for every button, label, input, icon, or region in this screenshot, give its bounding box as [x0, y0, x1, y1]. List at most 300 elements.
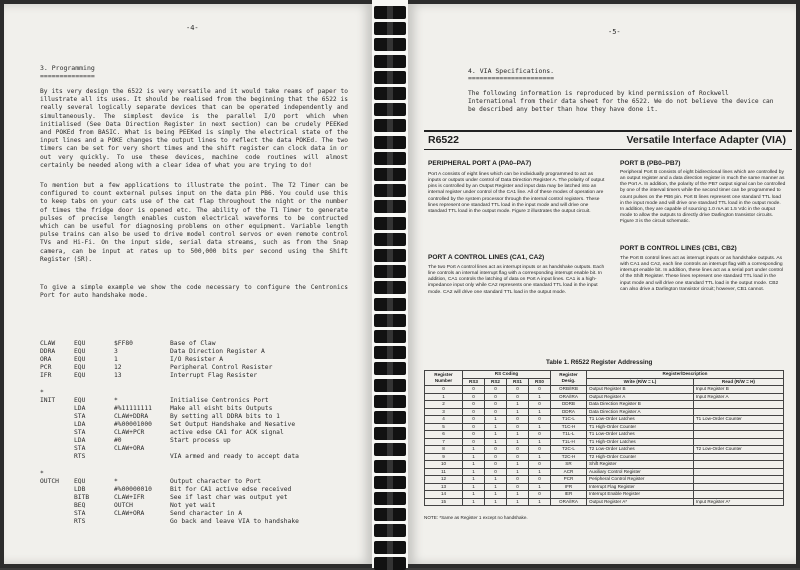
code-label — [40, 413, 74, 421]
table-cell: 0 — [507, 423, 529, 431]
code-line — [40, 380, 360, 388]
code-label: PCR — [40, 364, 52, 372]
table-cell: Interrupt Flag Register — [587, 483, 694, 491]
code-op — [74, 389, 114, 397]
table-cell: PCR — [551, 476, 587, 484]
header-register-number: Register Number — [425, 371, 463, 386]
code-comment: See if last char was output yet — [170, 493, 288, 501]
port-a-text: Port A consists of eight lines which can be individually programmed to act as inputs or outputs under control of Data Direction Register A. The polarity of output pins is controlled by an Output Register and input data may be latched into an internal register under control of the CA1 line. All of these modes of operation are controlled by the system processor through the internal control registers. These lines represent one standard TTL load in the input mode and will drive one standard TTL load in the output mode. Figure 2 illustrates the output circuit. — [428, 172, 605, 214]
table-cell: 1 — [485, 498, 507, 506]
table-cell: 1 — [485, 423, 507, 431]
code-line — [40, 518, 360, 526]
table-cell: 0 — [507, 416, 529, 424]
code-comment: active edse CA1 for ACK signal — [170, 429, 284, 437]
code-arg: #%00000010 — [114, 485, 152, 493]
table-cell: Input Register B — [693, 386, 783, 394]
code-line — [40, 445, 360, 453]
code-op: STA — [74, 445, 86, 453]
code-label — [40, 502, 74, 510]
table-cell: ORA/IRA — [551, 393, 587, 401]
table-cell: 1 — [463, 483, 485, 491]
table-row — [425, 438, 784, 446]
table-cell — [693, 423, 783, 431]
table-cell: 0 — [463, 408, 485, 416]
table-cell: 1 — [507, 468, 529, 476]
binding-ring — [374, 362, 406, 375]
code-comment: Make all eisht bits Outputs — [170, 404, 273, 412]
code-arg: 1 — [114, 356, 118, 364]
table-cell: 0 — [485, 386, 507, 394]
table-cell: 0 — [485, 468, 507, 476]
code-op: BITB — [74, 493, 90, 501]
code-label — [40, 429, 74, 437]
table-cell: DDRA — [551, 408, 587, 416]
code-op — [74, 461, 114, 469]
code-label — [40, 421, 74, 429]
table-cell: 4 — [425, 416, 463, 424]
table-row — [425, 453, 784, 461]
table-cell: IER — [551, 491, 587, 499]
binding-ring — [374, 346, 406, 359]
code-line — [40, 364, 360, 372]
table-cell: 1 — [485, 431, 507, 439]
table-cell: 0 — [529, 416, 551, 424]
table-cell: 10 — [425, 461, 463, 469]
table-cell: T1 High-Order Counter — [587, 423, 694, 431]
binding-ring — [374, 541, 406, 554]
header-read: Read (R/W = H) — [693, 378, 783, 386]
code-op: RTS — [74, 518, 86, 526]
table-cell: T1L-H — [551, 438, 587, 446]
table-row — [425, 386, 784, 394]
table-row — [425, 401, 784, 409]
table-cell: 0 — [463, 423, 485, 431]
binding-ring — [374, 55, 406, 68]
table-cell: 1 — [507, 438, 529, 446]
table-cell: 0 — [529, 401, 551, 409]
code-label — [40, 405, 74, 413]
table-row — [425, 461, 784, 469]
cb-heading: PORT B CONTROL LINES (CB1, CB2) — [620, 245, 737, 252]
code-comment: Set Output Handshake and Nesative — [170, 420, 296, 428]
table-cell: 1 — [485, 491, 507, 499]
section-underline: ====================== — [468, 74, 555, 82]
table-cell: 1 — [529, 468, 551, 476]
code-comment: Send character in A — [170, 509, 243, 517]
table-cell: 0 — [485, 461, 507, 469]
table-cell: 1 — [463, 446, 485, 454]
table-cell: SR — [551, 461, 587, 469]
table-cell: 0 — [529, 461, 551, 469]
table-cell: 3 — [425, 408, 463, 416]
table-cell: Auxiliary Control Register — [587, 468, 694, 476]
code-op: LDA — [74, 420, 86, 428]
table-cell: 0 — [485, 393, 507, 401]
table-cell: Output Register B — [587, 386, 694, 394]
table-cell: 0 — [485, 446, 507, 454]
register-table — [424, 370, 784, 506]
table-cell: 1 — [529, 483, 551, 491]
table-cell: 0 — [507, 386, 529, 394]
table-cell: T1C-H — [551, 423, 587, 431]
code-arg: #0 — [114, 437, 122, 445]
code-label — [40, 510, 74, 518]
header-rs2: RS2 — [485, 378, 507, 386]
binding-ring — [374, 217, 406, 230]
binding-ring — [374, 184, 406, 197]
binding-ring — [374, 379, 406, 392]
header-rs1: RS1 — [507, 378, 529, 386]
code-op: LDA — [74, 404, 86, 412]
code-op: EQU — [74, 364, 86, 372]
table-cell: 2 — [425, 401, 463, 409]
binding-ring — [374, 87, 406, 100]
table-cell: 0 — [507, 476, 529, 484]
code-op — [74, 380, 114, 388]
binding-ring — [374, 103, 406, 116]
part-number: R6522 — [428, 134, 459, 146]
code-arg: * — [114, 477, 118, 485]
cb-text: The Port B control lines act as interrupt inputs or as handshake outputs. As with CA1 and CA2, each line controls an interrupt flag with a corresponding interrupt enable bit. In addition, these lines act as a serial port under control of the Shift Register. These lines represent one standard TTL load in the input mode and will drive one standard TTL load in the output mode. CB2 can also drive a Darlington transistor circuit; however, CB1 cannot. — [620, 256, 784, 292]
code-line — [40, 405, 360, 413]
table-cell: T2 High-Order Counter — [587, 453, 694, 461]
table-cell: DDRB — [551, 401, 587, 409]
table-cell: 1 — [463, 453, 485, 461]
table-cell: T1 Low-Order Counter — [693, 416, 783, 424]
table-cell: 1 — [507, 491, 529, 499]
header-write: Write (R/W = L) — [587, 378, 694, 386]
code-op: LDA — [74, 437, 86, 445]
code-arg: CLAW+DDRA — [114, 412, 149, 420]
intro-paragraph: The following information is reproduced by kind permission of Rockwell International from their data sheet for the 6522. We do not believe the device can be described any better than how they have done it. — [468, 90, 774, 113]
code-comment — [170, 389, 360, 397]
table-cell: 0 — [485, 401, 507, 409]
code-arg: CLAW+IFR — [114, 493, 145, 501]
table-cell: Output Register A — [587, 393, 694, 401]
code-label: OUTCH — [40, 477, 59, 485]
binding-ring — [374, 476, 406, 489]
table-cell: 1 — [507, 408, 529, 416]
table-cell: 0 — [529, 491, 551, 499]
code-label — [40, 380, 74, 388]
table-cell: 1 — [463, 468, 485, 476]
section-title: 3. Programming — [40, 64, 95, 72]
table-cell: 1 — [425, 393, 463, 401]
table-cell: Data Direction Register A — [587, 408, 694, 416]
table-cell: T1C-L — [551, 416, 587, 424]
binding-ring — [374, 443, 406, 456]
table-cell: 0 — [507, 393, 529, 401]
table-cell — [693, 438, 783, 446]
table-row — [425, 446, 784, 454]
binding-ring — [374, 411, 406, 424]
code-arg: 12 — [114, 364, 122, 372]
code-comment: Base of Claw — [170, 340, 216, 347]
code-label — [40, 437, 74, 445]
code-op: BEQ — [74, 501, 86, 509]
code-label: CLAW — [40, 340, 56, 347]
code-label — [40, 461, 74, 469]
table-cell: 7 — [425, 438, 463, 446]
table-cell: 1 — [463, 461, 485, 469]
binding-ring — [374, 22, 406, 35]
code-line — [40, 453, 360, 461]
code-arg: CLAW+PCR — [114, 429, 145, 437]
binding-ring — [374, 249, 406, 262]
table-cell: 0 — [529, 476, 551, 484]
code-arg: #%00001000 — [114, 420, 152, 428]
table-cell: Peripheral Control Register — [587, 476, 694, 484]
table-cell: 1 — [529, 453, 551, 461]
code-op: STA — [74, 509, 86, 517]
binding-ring — [374, 395, 406, 408]
code-label — [40, 494, 74, 502]
table-row — [425, 423, 784, 431]
table-cell: 13 — [425, 483, 463, 491]
code-line — [40, 397, 360, 405]
table-cell: 0 — [485, 408, 507, 416]
code-comment — [170, 445, 360, 453]
code-line — [40, 348, 360, 356]
code-label — [40, 518, 74, 526]
table-cell: 0 — [463, 416, 485, 424]
table-cell: 0 — [463, 431, 485, 439]
code-arg: * — [114, 396, 118, 404]
binding-ring — [374, 265, 406, 278]
table-cell: T2C-L — [551, 446, 587, 454]
table-cell: Interrupt Enable Register — [587, 491, 694, 499]
table-cell: 0 — [507, 483, 529, 491]
code-line — [40, 372, 360, 380]
table-row — [425, 476, 784, 484]
table-cell: Input Register A* — [693, 498, 783, 506]
table-cell — [693, 453, 783, 461]
port-b-text: Peripheral Port B consists of eight bidirectional lines which are controlled by an output register and a data direction register in much the same manner as the Port A. In addition, the polarity of the PB7 output signal can be controlled by one of the interval timers while the second timer can be programmed to count pulses on the PB6 pin. Port B lines represent one standard TTL load in the input mode and will drive one standard TTL load in the output mode. In addition, they are capable of sourcing 1.0 mA at 1.5 Vdc in the output mode to allow the outputs to directly drive Darlington transistor circuits. Figure 3 is the circuit schematic. — [620, 170, 786, 225]
table-cell: Data Direction Register B — [587, 401, 694, 409]
table-row — [425, 431, 784, 439]
table-cell: 1 — [529, 498, 551, 506]
table-cell: 1 — [529, 438, 551, 446]
table-cell: 0 — [425, 386, 463, 394]
code-line — [40, 470, 360, 478]
code-op: STA — [74, 412, 86, 420]
table-cell: 1 — [529, 423, 551, 431]
code-line — [40, 429, 360, 437]
table-row — [425, 393, 784, 401]
code-op: EQU — [74, 477, 86, 485]
table-cell: 1 — [463, 476, 485, 484]
table-cell — [693, 468, 783, 476]
code-arg — [114, 470, 170, 478]
table-cell: 0 — [463, 401, 485, 409]
binding-ring — [374, 524, 406, 537]
code-comment — [170, 461, 360, 469]
table-cell: T2 Low-Order Counter — [693, 446, 783, 454]
table-cell: 1 — [507, 431, 529, 439]
code-line — [40, 389, 360, 397]
code-arg — [114, 518, 170, 526]
code-comment: Peripheral Control Resister — [170, 364, 273, 372]
table-cell — [693, 461, 783, 469]
code-op: EQU — [74, 340, 86, 347]
table-cell: T1 High-Order Latches — [587, 438, 694, 446]
code-line — [40, 340, 360, 348]
code-comment: VIA armed and ready to accept data — [170, 453, 299, 461]
table-cell: 1 — [529, 393, 551, 401]
code-op — [74, 470, 114, 478]
code-arg: 13 — [114, 372, 122, 380]
table-cell: 0 — [529, 431, 551, 439]
binding-ring — [374, 6, 406, 19]
table-cell: 0 — [463, 386, 485, 394]
paragraph: To mention but a few applications to illustrate the point. The T2 Timer can be configured to count external pulses input on the data pin PB6. You could use this to keep tabs on your cats use of the cat flap throughout the night or the number of times the fridge door is opened etc. The ability of the T1 Timer to generate pulses of precise length enables custom electrical waveforms to be contructed which can be useful for diagnosing problems on other equipment. Variable length pulse trains can also be used to drive model control servos or even remote control TVs and Hi-Fi. On the input side, serial data streams, such as from the Snap camera, can be input at rates up to 500,000 bits per second using the Shift Register (SR). — [40, 182, 348, 263]
binding-ring — [374, 281, 406, 294]
code-arg: OUTCH — [114, 501, 133, 509]
code-label: INIT — [40, 396, 56, 404]
table-row — [425, 408, 784, 416]
code-line — [40, 437, 360, 445]
binding-ring — [374, 427, 406, 440]
table-cell: 15 — [425, 498, 463, 506]
table-cell — [693, 483, 783, 491]
code-comment — [170, 380, 360, 388]
code-comment: Interrupt Flag Resister — [170, 372, 258, 380]
code-line — [40, 356, 360, 364]
binding-ring — [374, 152, 406, 165]
binding-ring — [374, 314, 406, 327]
code-op: EQU — [74, 372, 86, 380]
table-cell: ACR — [551, 468, 587, 476]
code-arg — [114, 461, 170, 469]
section-underline: ============== — [40, 72, 95, 80]
code-label — [40, 445, 74, 453]
code-label: * — [40, 469, 44, 477]
table-cell: T1 Low-Order Latches — [587, 416, 694, 424]
code-line — [40, 486, 360, 494]
ca-heading: PORT A CONTROL LINES (CA1, CA2) — [428, 254, 545, 261]
port-b-heading: PORT B (PB0–PB7) — [620, 160, 681, 167]
code-label — [40, 453, 74, 461]
table-cell: 0 — [529, 386, 551, 394]
table-cell — [693, 401, 783, 409]
code-arg: 3 — [114, 348, 118, 356]
table-cell: 0 — [507, 453, 529, 461]
table-cell — [693, 476, 783, 484]
datasheet-title: Versatile Interface Adapter (VIA) — [626, 134, 786, 146]
table-cell: 11 — [425, 468, 463, 476]
table-row — [425, 416, 784, 424]
table-cell: T2 Low-Order Latches — [587, 446, 694, 454]
binding-ring — [374, 330, 406, 343]
code-op: EQU — [74, 356, 86, 364]
code-comment: Start process up — [170, 437, 231, 445]
code-arg: CLAW+ORA — [114, 445, 145, 453]
table-cell: 1 — [485, 483, 507, 491]
header-rs3: RS3 — [463, 378, 485, 386]
table-cell: T1L-L — [551, 431, 587, 439]
code-arg: CLAW+ORA — [114, 509, 145, 517]
table-cell: 1 — [485, 476, 507, 484]
code-line — [40, 502, 360, 510]
code-line — [40, 421, 360, 429]
spiral-binding — [372, 0, 408, 568]
code-label: ORA — [40, 356, 52, 364]
header-rs-coding: RS Coding — [463, 371, 551, 379]
divider — [424, 130, 792, 132]
binding-ring — [374, 71, 406, 84]
table-cell: 0 — [529, 446, 551, 454]
table-cell: 0 — [485, 453, 507, 461]
port-a-heading: PERIPHERAL PORT A (PA0–PA7) — [428, 160, 532, 167]
table-cell: 1 — [529, 408, 551, 416]
code-comment — [170, 470, 360, 478]
code-line — [40, 413, 360, 421]
table-cell: 9 — [425, 453, 463, 461]
table-row — [425, 498, 784, 506]
table-cell: ORB/IRB — [551, 386, 587, 394]
table-caption: Table 1. R6522 Register Addressing — [546, 359, 653, 366]
code-line — [40, 510, 360, 518]
table-cell: 0 — [507, 446, 529, 454]
code-label: * — [40, 388, 44, 396]
table-row — [425, 491, 784, 499]
table-cell — [693, 408, 783, 416]
binding-ring — [374, 460, 406, 473]
paragraph: To give a simple example we show the code necessary to configure the Centronics Port for auto handshake mode. — [40, 284, 348, 300]
table-cell: Input Register A — [693, 393, 783, 401]
code-arg — [114, 389, 170, 397]
table-row — [425, 483, 784, 491]
code-line — [40, 478, 360, 486]
table-cell: 1 — [485, 438, 507, 446]
code-label — [40, 486, 74, 494]
code-label: IFR — [40, 372, 52, 380]
binding-ring — [374, 233, 406, 246]
code-comment: Output character to Port — [170, 477, 261, 485]
table-cell: 6 — [425, 431, 463, 439]
table-cell: 1 — [463, 498, 485, 506]
header-rs0: RS0 — [529, 378, 551, 386]
code-label: DDRA — [40, 348, 56, 356]
page-number: -4- — [186, 24, 199, 32]
code-comment: Not yet wait — [170, 501, 216, 509]
binding-ring — [374, 508, 406, 521]
table-cell: 5 — [425, 423, 463, 431]
code-line — [40, 461, 360, 469]
binding-ring — [374, 119, 406, 132]
code-arg: $FF80 — [114, 340, 133, 347]
binding-ring — [374, 492, 406, 505]
code-comment: Bit for CA1 active edse received — [170, 485, 292, 493]
table-cell: 0 — [463, 393, 485, 401]
table-cell — [693, 491, 783, 499]
table-cell: IFR — [551, 483, 587, 491]
table-cell: 12 — [425, 476, 463, 484]
table-note: NOTE: *Same as Register 1 except no handshake. — [424, 515, 528, 520]
table-cell: T2C-H — [551, 453, 587, 461]
code-arg — [114, 453, 170, 461]
code-op: RTS — [74, 453, 86, 461]
table-cell: ORA/IRA — [551, 498, 587, 506]
code-comment: Data Direction Register A — [170, 348, 265, 356]
divider — [424, 149, 792, 150]
table-row — [425, 468, 784, 476]
binding-ring — [374, 136, 406, 149]
code-op: STA — [74, 429, 86, 437]
table-cell: Shift Register — [587, 461, 694, 469]
code-op: EQU — [74, 348, 86, 356]
header-register-description: Register/Description — [587, 371, 784, 379]
